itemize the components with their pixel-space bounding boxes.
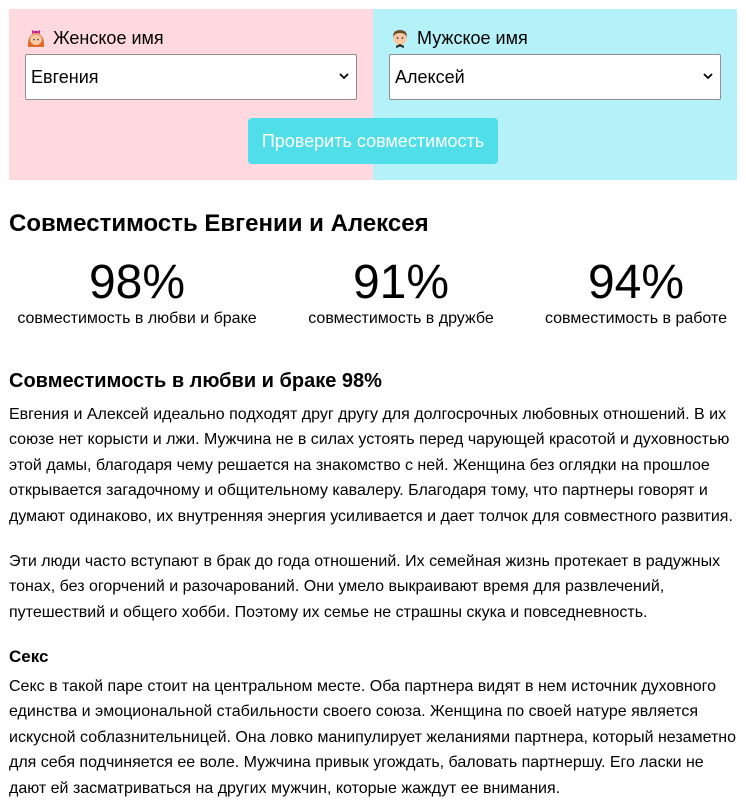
- female-name-value: Евгения: [31, 66, 99, 87]
- stat-love: [12, 253, 262, 329]
- male-name-select[interactable]: [389, 54, 721, 100]
- sex-section-title: Секс: [9, 647, 49, 666]
- sex-paragraph-1: Секс в такой паре стоит на центральном месте. Оба партнера видят в нем источник духовного единства и эмоциональной стабильности своего союза. Женщина по своей натуре является искусной соблазнительницей. Она ловко манипулирует желаниями партнера, который незаметно для себя подчиняется ее воле. Мужчина привык угождать, баловать партнершу. Его ласки не дают ей засматриваться на других мужчин, которые жаждут ее внимания.: [9, 678, 736, 797]
- love-section-title: Совместимость в любви и браке 98%: [9, 370, 382, 392]
- female-label-text: Женское имя: [53, 27, 164, 48]
- stat-friendship-caption: совместимость в дружбе: [308, 310, 494, 327]
- stat-friendship: [276, 253, 526, 329]
- love-paragraph-2: Эти люди часто вступают в брак до года отношений. Их семейная жизнь протекает в радужных тонах, без огорчений и разочарований. Они умело выкраивают время для развлечений, путешествий и общего хобби. Поэтому их семье не страшны скука и повседневность.: [9, 553, 721, 621]
- chevron-down-icon: [338, 70, 350, 82]
- female-label: [25, 26, 164, 50]
- stat-love-caption: совместимость в любви и браке: [17, 310, 257, 327]
- male-name-value: Алексей: [395, 66, 465, 87]
- stat-friendship-percent: 91%: [352, 256, 450, 309]
- love-paragraph-1: Евгения и Алексей идеально подходят друг другу для долгосрочных любовных отношений. В их союзе нет корысти и лжи. Мужчина не в силах устоять перед чарующей красотой и духовностью этой дамы, благодаря чему решается на знакомство с ней. Женщина без оглядки на прошлое открывается загадочному и общительному кавалеру. Благодаря тому, что партнеры говорят и думают одинаково, их внутренняя энергия усиливается и дает толчок для совместного развития.: [9, 406, 733, 525]
- chevron-down-icon: [702, 70, 714, 82]
- result-title: Совместимость Евгении и Алексея: [9, 210, 429, 237]
- female-name-select[interactable]: [25, 54, 357, 100]
- girl-icon: [25, 27, 47, 49]
- boy-icon: [389, 27, 411, 49]
- male-label-text: Мужское имя: [417, 27, 528, 48]
- stat-work-caption: совместимость в работе: [544, 310, 728, 327]
- stat-work: [511, 253, 746, 329]
- stat-work-percent: 94%: [587, 256, 685, 309]
- male-label: [389, 26, 528, 50]
- name-selector-panel: [9, 9, 737, 180]
- stat-love-percent: 98%: [88, 256, 186, 309]
- check-compatibility-button[interactable]: Проверить совместимость: [248, 118, 498, 164]
